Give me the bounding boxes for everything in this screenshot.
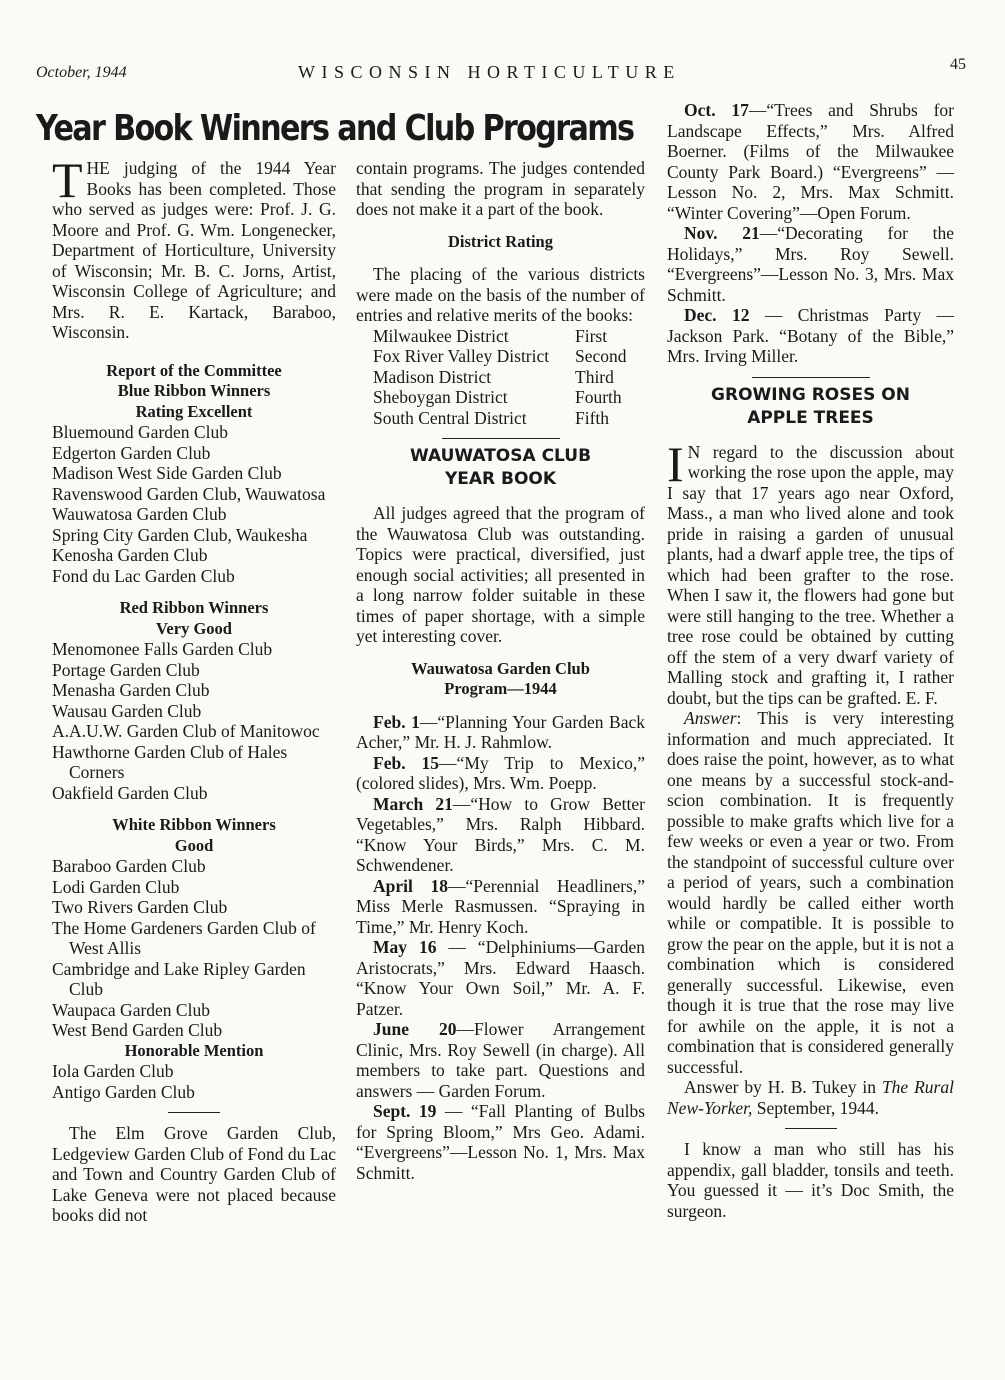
closing-paragraph: The Elm Grove Garden Club, Ledgeview Garden Club of Fond du Lac and Town and Country Garden Club of Lake Geneva were not placed because books did not xyxy=(52,1123,336,1225)
answer-paragraph: Answer: This is very interesting information and much appreciated. It does raise the point, however, as to what one means by a successful stock-and-scion combination. It is frequently possible to make grafts which live for a few weeks or even a year or two. From the standpoint of successful culture over a period of years, such a combination would hardly be called either worth while or compatible. It is possible to grow the pear on the apple, but it is not a combination which is considered generally successful. Likewise, even though it is true that the rose may live for awhile on the apple, it is not a combination that is considered generally successful. xyxy=(667,708,954,1077)
column-2 xyxy=(356,158,645,1183)
table-row: South Central District Fifth xyxy=(373,407,610,428)
program-list xyxy=(356,712,645,1184)
red-ribbon-heading: Red Ribbon Winners Very Good xyxy=(119,598,269,638)
issue-date: October, 1944 xyxy=(36,64,127,81)
program-entry: Oct. 17—“Trees and Shrubs for Landscape Effects,” Mrs. Alfred Boerner. (Films of the Milwaukee County Park Board.) “Evergreens” —Lesson No. 2, Mrs. Max Schmitt. “Winter Covering”—Open Forum. xyxy=(667,100,954,223)
program-entry: June 20—Flower Arrangement Clinic, Mrs. Roy Sewell (in charge). All members to take part. Questions and answers — Garden Forum. xyxy=(356,1019,646,1101)
continuation-paragraph: contain programs. The judges contended that sending the program in separately does not make it a part of the book. xyxy=(356,158,645,219)
table-row: Milwaukee District First xyxy=(373,325,608,346)
list-item: The Home Gardeners Garden Club of West Allis xyxy=(52,917,316,958)
page-header xyxy=(0,56,1005,86)
list-item: Bluemound Garden Club xyxy=(52,422,228,442)
wauwatosa-heading: WAUWATOSA CLUB YEAR BOOK xyxy=(409,446,592,489)
list-item: Hawthorne Garden Club of Hales Corners xyxy=(52,741,288,782)
list-item: Spring City Garden Club, Waukesha xyxy=(52,524,308,545)
intro-paragraph: THE judging of the 1944 Year Books has been completed. Those who served as judges were: Prof. J. G. Moore and Prof. G. Wm. Longenecker, Department of Horticulture, University of Wisconsin; Mr. B. C. Jorns, Artist, Wisconsin College of Agriculture; and Mrs. R. E. Kartack, Baraboo, Wisconsin. xyxy=(52,152,336,342)
list-item: Menomonee Falls Garden Club xyxy=(52,639,273,659)
list-item: Lodi Garden Club xyxy=(52,876,180,897)
blue-ribbon-list xyxy=(52,422,336,586)
program-entry: Feb. 15—“My Trip to Mexico,” (colored slides), Mrs. Wm. Poepp. xyxy=(356,752,645,793)
list-item: Madison West Side Garden Club xyxy=(52,463,282,483)
list-item: Menasha Garden Club xyxy=(52,680,210,700)
table-row: Fox River Valley District Second xyxy=(373,346,627,366)
list-item: Wausau Garden Club xyxy=(52,700,202,721)
roses-paragraph: I N regard to the discussion about working the rose upon the apple, may I say that 17 years ago near Oxford, Mass., a man who lived alone and took pride in raising a garden of unusual plants, had a dwarf apple tree, the tips of which had been grafter to the rose. When I saw it, the flowers had gone but were still hanging to the tree. Whether a tree rose could be obtained by cutting off the stem of a very dwarf variety of Malling stock and grafting it, I rather doubt, but the tips can be grafted. E. F. xyxy=(667,435,954,708)
program-entry: Nov. 21—“Decorating for the Holidays,” Mrs. Roy Sewell. “Evergreens”—Lesson No. 3, Mrs. Max Schmitt. xyxy=(667,223,954,305)
column-1 xyxy=(52,152,336,1226)
drop-cap: I xyxy=(667,435,684,492)
section-divider xyxy=(752,377,870,378)
table-row: Madison District Third xyxy=(373,366,614,387)
program-entry: April 18—“Perennial Headliners,” Miss Merle Rasmussen. “Spraying in Time,” Mr. Henry Koch. xyxy=(356,875,645,937)
program-entry: March 21—“How to Grow Better Vegetables,” Mrs. Ralph Hibbard. “Know Your Birds,” Mrs. C. M. Schwendener. xyxy=(356,793,645,875)
list-item: West Bend Garden Club xyxy=(52,1020,223,1040)
program-entry: Dec. 12 — Christmas Party — Jackson Park. “Botany of the Bible,” Mrs. Irving Miller. xyxy=(667,305,954,366)
list-item: Ravenswood Garden Club, Wauwatosa xyxy=(52,483,326,504)
joke-paragraph: I know a man who still has his appendix, gall bladder, tonsils and teeth. You guessed it — it’s Doc Smith, the surgeon. xyxy=(667,1139,954,1221)
article-headline: Year Book Winners and Club Programs xyxy=(36,108,634,149)
program-entry: Feb. 1—“Planning Your Garden Back Acher,” Mr. H. J. Rahmlow. xyxy=(356,711,645,752)
district-heading: District Rating xyxy=(448,231,553,251)
list-item: Two Rivers Garden Club xyxy=(52,897,228,917)
table-row: Sheboygan District Fourth xyxy=(373,387,622,407)
report-heading: Report of the Committee Blue Ribbon Winners Rating Excellent xyxy=(106,360,282,421)
list-item: Kenosha Garden Club xyxy=(52,545,208,565)
list-item: Baraboo Garden Club xyxy=(52,856,206,876)
list-item: A.A.U.W. Garden Club of Manitowoc xyxy=(52,721,320,741)
roses-heading: GROWING ROSES ON APPLE TREES xyxy=(711,384,910,428)
section-divider xyxy=(168,1112,220,1113)
page-number: 45 xyxy=(950,56,966,73)
honorable-list xyxy=(52,1061,336,1102)
list-item: Edgerton Garden Club xyxy=(52,442,211,463)
program-entry: Sept. 19 — “Fall Planting of Bulbs for Spring Bloom,” Mrs Geo. Adami. “Evergreens”—Lesson No. 1, Mrs. Max Schmitt. xyxy=(356,1101,645,1183)
district-table xyxy=(373,326,645,429)
list-item: Portage Garden Club xyxy=(52,659,200,680)
program-heading: Wauwatosa Garden Club Program—1944 xyxy=(411,658,590,698)
white-ribbon-heading: White Ribbon Winners Good xyxy=(112,815,276,855)
white-ribbon-list xyxy=(52,856,336,1041)
section-divider xyxy=(442,438,560,439)
list-item: Oakfield Garden Club xyxy=(52,782,208,803)
list-item: Fond du Lac Garden Club xyxy=(52,565,235,586)
list-item: Cambridge and Lake Ripley Garden Club xyxy=(52,958,306,999)
list-item: Wauwatosa Garden Club xyxy=(52,504,227,524)
column-3 xyxy=(667,100,954,1221)
magazine-title: WISCONSIN HORTICULTURE xyxy=(298,62,681,82)
section-divider xyxy=(785,1128,837,1129)
answer-attribution: Answer by H. B. Tukey in The Rural New-Yorker, September, 1944. xyxy=(667,1077,954,1118)
district-intro: The placing of the various districts were made on the basis of the number of entries and relative merits of the books: xyxy=(356,264,645,325)
honorable-heading: Honorable Mention xyxy=(124,1040,264,1060)
program-list-continued xyxy=(667,100,954,367)
list-item: Waupaca Garden Club xyxy=(52,999,210,1020)
list-item: Iola Garden Club xyxy=(52,1061,174,1081)
drop-cap: T xyxy=(52,152,83,208)
list-item: Antigo Garden Club xyxy=(52,1081,195,1102)
program-entry: May 16 — “Delphiniums—Garden Aristocrats,” Mrs. Edward Haasch. “Know Your Own Soil,” Mr. A. F. Patzer. xyxy=(356,937,645,1019)
wauwatosa-paragraph: All judges agreed that the program of the Wauwatosa Club was outstanding. Topics were practical, diversified, just enough social activities; all presented in a long narrow folder suitable in these times of paper shortage, with a simple yet interesting cover. xyxy=(356,503,645,646)
red-ribbon-list xyxy=(52,639,336,803)
